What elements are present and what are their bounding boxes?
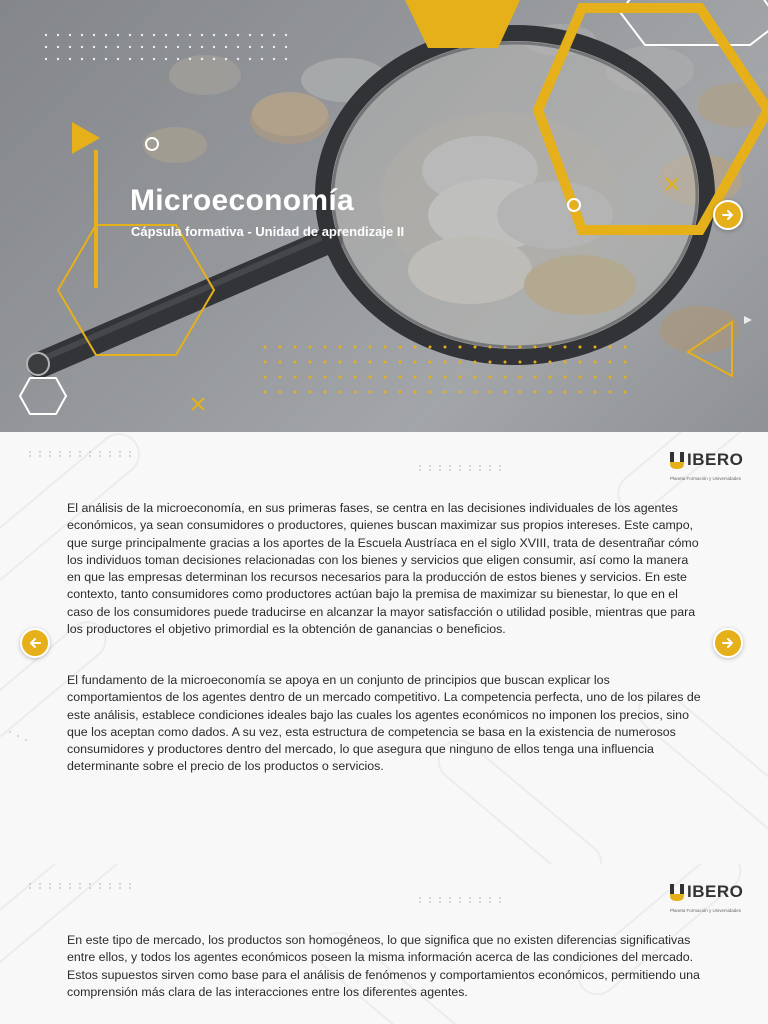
paragraph-3: En este tipo de mercado, los productos son homogéneos, lo que significa que no existen diferencias significativas entre ellos, y todos los agentes económicos poseen la misma información acerca de las condiciones del mercado. Estos supuestos sirven como base para el análisis de fenómenos y comportamientos económicos, permitiendo una comprensión más clara de las interacciones entre los diferentes agentes. <box>67 933 700 999</box>
content-slide-2 <box>0 864 768 1024</box>
paragraph-1: El análisis de la microeconomía, en sus primeras fases, se centra en las decisiones individuales de los agentes económicos, ya sean consumidores o productores, quienes buscan maximizar sus propios intereses. Este campo, que surge principalmente gracias a los aportes de la Escuela Austríaca en el siglo XVIII, trata de desentrañar cómo los individuos toman decisiones relacionadas con los bienes y servicios que eligen consumir, así como la manera en que las empresas determinan los recursos necesarios para la producción de estos bienes y servicios. En este contexto, tanto consumidores como productores actúan bajo la premisa de maximizar su bienestar, lo que en el caso de los consumidores puede traducirse en alcanzar la mayor satisfacción o utilidad posible, mientras que para los productores el objetivo primordial es la obtención de ganancias o beneficios. <box>67 501 699 637</box>
arrow-right-icon <box>721 636 735 650</box>
logo-text: IBERO <box>687 882 744 901</box>
ibero-logo <box>670 882 743 913</box>
ibero-logo-mark-icon <box>670 884 684 901</box>
paragraph-2: El fundamento de la microeconomía se apoya en un conjunto de principios que buscan explicar los comportamientos de los agentes dentro de un mercado competitivo. La competencia perfecta, uno de los pilares de este análisis, establece condiciones ideales bajo las cuales los agentes económicos no imponen los precios, sino que los aceptan como dados. A su vez, esta estructura de competencia se basa en la existencia de numerosos consumidores y productores dentro del mercado, lo que asegura que ninguno de ellos tenga una influencia determinante sobre el precio de los productos o servicios. <box>67 673 701 774</box>
slide-background-decoration <box>0 432 768 864</box>
logo-tagline: Planeta Formación y Universidades <box>670 476 742 481</box>
ibero-logo-mark-icon <box>670 452 684 469</box>
content-slide-1 <box>0 432 768 864</box>
arrow-left-icon <box>28 636 42 650</box>
cover-slide <box>0 0 768 432</box>
ibero-logo <box>670 450 743 481</box>
cover-illustration <box>0 0 768 432</box>
course-subtitle: Cápsula formativa - Unidad de aprendizaje II <box>131 224 405 239</box>
logo-text: IBERO <box>687 450 744 469</box>
arrow-right-icon <box>721 208 735 222</box>
course-title: Microeconomía <box>130 184 354 217</box>
next-slide-button[interactable] <box>713 628 743 658</box>
accent-bar <box>94 150 98 288</box>
logo-tagline: Planeta Formación y Universidades <box>670 908 742 913</box>
previous-slide-button[interactable] <box>20 628 50 658</box>
next-slide-button[interactable] <box>713 200 743 230</box>
